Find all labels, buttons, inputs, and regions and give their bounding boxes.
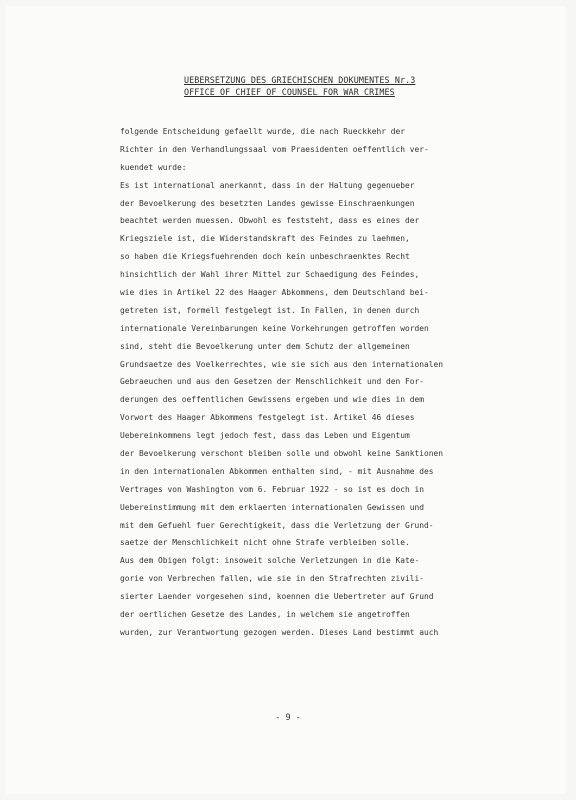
body-line: Aus dem Obigen folgt: insoweit solche Verletzungen in die Kate- bbox=[120, 556, 420, 566]
body-line: internationale Vereinbarungen keine Vorkehrungen getroffen worden bbox=[120, 323, 429, 333]
body-line: der Bevoelkerung verschont bleiben solle und obwohl keine Sanktionen bbox=[120, 449, 444, 459]
body-line: Uebereinkommens legt jedoch fest, dass das Leben und Eigentum bbox=[120, 431, 410, 441]
header-line-1: UEBERSETZUNG DES GRIECHISCHEN DOKUMENTES Nr.3 bbox=[184, 75, 416, 85]
body-line: getreten ist, formell festgelegt ist. In Fallen, in denen durch bbox=[120, 305, 420, 315]
body-line: wie dies in Artikel 22 des Haager Abkommens, dem Deutschland bei- bbox=[120, 288, 429, 298]
page-number: - 9 - bbox=[275, 713, 301, 723]
body-line: der Bevoelkerung des besetzten Landes gewisse Einschraenkungen bbox=[120, 198, 415, 208]
document-header bbox=[184, 74, 432, 98]
body-line: der oertlichen Gesetze des Landes, in welchem sie angetroffen bbox=[120, 610, 410, 620]
body-line: folgende Entscheidung gefaellt wurde, die nach Rueckkehr der bbox=[120, 127, 406, 136]
body-line: Kriegsziele ist, die Widerstandskraft des Feindes zu laehmen, bbox=[120, 234, 410, 244]
body-line: Vertrages von Washington vom 6. Februar 1922 - so ist es doch in bbox=[120, 484, 425, 494]
body-line: hinsichtlich der Wahl ihrer Mittel zur Schaedigung des Feindes, bbox=[120, 270, 420, 280]
body-line: Grundsaetze des Voelkerrechtes, wie sie sich aus den internationalen bbox=[120, 359, 444, 369]
body-line: Richter in den Verhandlungssaal vom Praesidenten oeffentlich ver- bbox=[120, 144, 429, 154]
body-line: mit dem Gefuehl fuer Gerechtigkeit, dass die Verletzung der Grund- bbox=[120, 520, 434, 530]
body-line: Gebraeuchen und aus den Gesetzen der Menschlichkeit und den For- bbox=[120, 377, 425, 387]
body-line: sierter Laender vorgesehen sind, koennen die Uebertreter auf Grund bbox=[120, 592, 434, 602]
body-line: beachtet werden muessen. Obwohl es feststeht, dass es eines der bbox=[120, 216, 420, 226]
body-line: in den internationalen Abkommen enthalten sind, - mit Ausnahme des bbox=[120, 466, 434, 476]
document-body bbox=[120, 123, 444, 642]
body-line: so haben die Kriegsfuehrenden doch kein unbeschraenktes Recht bbox=[120, 252, 410, 262]
body-line: Vorwort des Haager Abkommens festgelegt ist. Artikel 46 dieses bbox=[120, 413, 415, 423]
body-line: Uebereinstimmung mit dem erklaerten internationalen Gewissen und bbox=[120, 502, 425, 512]
body-line: saetze der Menschlichkeit nicht ohne Strafe verbleiben solle. bbox=[120, 538, 410, 548]
body-line: Es ist international anerkannt, dass in der Haltung gegenueber bbox=[120, 180, 415, 190]
header-line-2: OFFICE OF CHIEF OF COUNSEL FOR WAR CRIMES bbox=[184, 87, 395, 97]
body-line: gorie von Verbrechen fallen, wie sie in den Strafrechten zivili- bbox=[120, 574, 425, 584]
body-line: derungen des oeffentlichen Gewissens ergeben und wie dies in dem bbox=[120, 395, 425, 405]
body-line: sind, steht die Bevoelkerung unter dem Schutz der allgemeinen bbox=[120, 341, 410, 351]
body-line: kuendet wurde: bbox=[120, 162, 187, 172]
body-line: wurden, zur Verantwortung gezogen werden. Dieses Land bestimmt auch bbox=[120, 627, 439, 637]
